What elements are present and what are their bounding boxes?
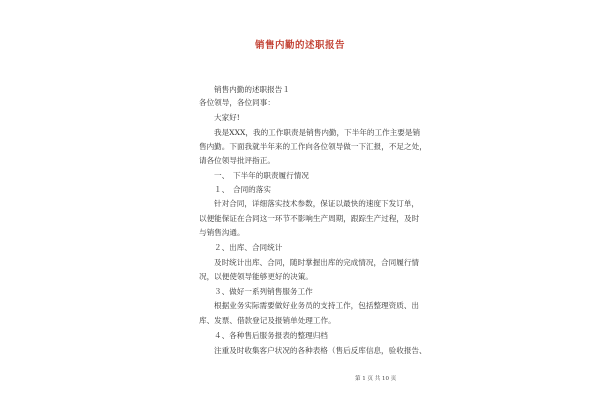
paragraph-line: 与销售沟通。 — [199, 228, 245, 237]
paragraph-line: 以便能保证在合同这一环节不影响生产周期，跟踪生产过程，及时 — [199, 214, 420, 223]
salutation: 各位领导，各位同事： — [199, 98, 275, 107]
paragraph-line: 况，以便使领导能够更好的决策。 — [199, 272, 313, 281]
report-subtitle: 销售内勤的述职报告１ — [214, 85, 290, 94]
paragraph-line: 请各位领导批评指正。 — [199, 156, 275, 165]
subsection-heading: ３、做好一系列销售服务工作 — [214, 287, 313, 296]
paragraph-line: 针对合同，详细落实技术参数，保证以最快的速度下发订单， — [214, 199, 420, 208]
subsection-heading: ４、各种售后服务报表的整理归档 — [214, 331, 328, 340]
section-heading: 一、 下半年的职责履行情况 — [214, 171, 309, 180]
paragraph-line: 根据业务实际需要做好业务员的支持工作，包括整理资质、出 — [214, 301, 420, 310]
document-title: 销售内勤的述职报告 — [254, 40, 345, 51]
paragraph-line: 我是XXX，我的工作职责是销售内勤，下半年的工作主要是销 — [214, 128, 421, 137]
subsection-heading: １、 合同的落实 — [214, 185, 271, 194]
page-number-footer: 第 1 页 共 10 页 — [355, 376, 397, 382]
paragraph-line: 注重及时收集客户状况的各种表格（售后反库信息，验收报告、 — [214, 346, 427, 355]
paragraph-line: 及时统计出库、合同，随时掌握出库的完成情况，合同履行情 — [214, 258, 420, 267]
paragraph-line: 售内勤。下面我就半年来的工作向各位领导做一下汇报，不足之处， — [199, 142, 427, 151]
greeting: 大家好! — [214, 113, 240, 122]
paragraph-line: 库、发票、借款登记及报销单处理工作。 — [199, 316, 336, 325]
subsection-heading: ２、出库、合同统计 — [214, 243, 283, 252]
